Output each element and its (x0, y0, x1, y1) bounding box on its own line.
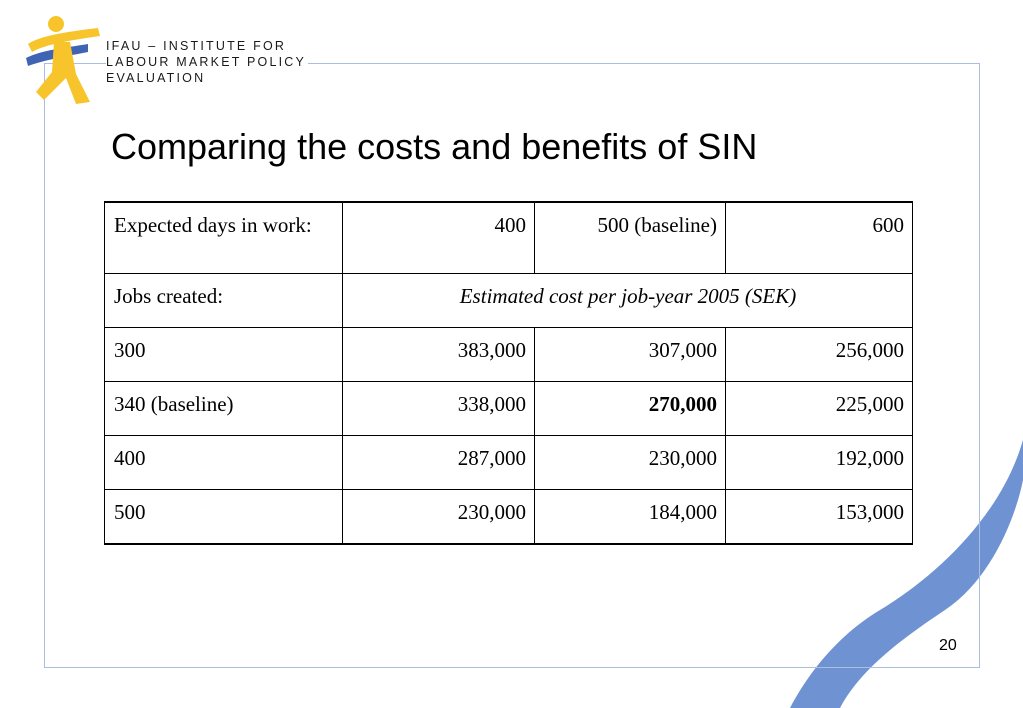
ifau-logo-icon (24, 14, 106, 106)
table-cell: 230,000 (343, 490, 535, 545)
org-name-line-2: LABOUR MARKET POLICY (106, 55, 307, 69)
cost-table (104, 201, 913, 545)
org-name (106, 38, 308, 86)
table-row (105, 436, 913, 490)
header-col-3: 600 (726, 202, 913, 274)
header-col-1: 400 (343, 202, 535, 274)
org-name-line-1: IFAU – INSTITUTE FOR (106, 39, 287, 53)
table-row (105, 328, 913, 382)
subheader-label-cell: Jobs created: (105, 274, 343, 328)
table-cell: 153,000 (726, 490, 913, 545)
row-label: 500 (105, 490, 343, 545)
table-cell: 230,000 (535, 436, 726, 490)
table-header-row (105, 202, 913, 274)
row-label: 300 (105, 328, 343, 382)
row-label: 340 (baseline) (105, 382, 343, 436)
table-cell: 338,000 (343, 382, 535, 436)
table-cell: 256,000 (726, 328, 913, 382)
slide-title: Comparing the costs and benefits of SIN (111, 126, 758, 167)
org-name-line-3: EVALUATION (106, 71, 206, 85)
row-label: 400 (105, 436, 343, 490)
table-cell: 184,000 (535, 490, 726, 545)
table-row (105, 382, 913, 436)
subheader-caption: Estimated cost per job-year 2005 (SEK) (343, 274, 913, 328)
table-cell: 192,000 (726, 436, 913, 490)
header-col-2: 500 (baseline) (535, 202, 726, 274)
table-cell: 287,000 (343, 436, 535, 490)
baseline-highlight-cell: 270,000 (535, 382, 726, 436)
table-cell: 383,000 (343, 328, 535, 382)
table-row (105, 490, 913, 545)
table-cell: 307,000 (535, 328, 726, 382)
page-number: 20 (939, 637, 957, 654)
table-cell: 225,000 (726, 382, 913, 436)
table-subheader-row (105, 274, 913, 328)
header-label-cell: Expected days in work: (105, 202, 343, 274)
